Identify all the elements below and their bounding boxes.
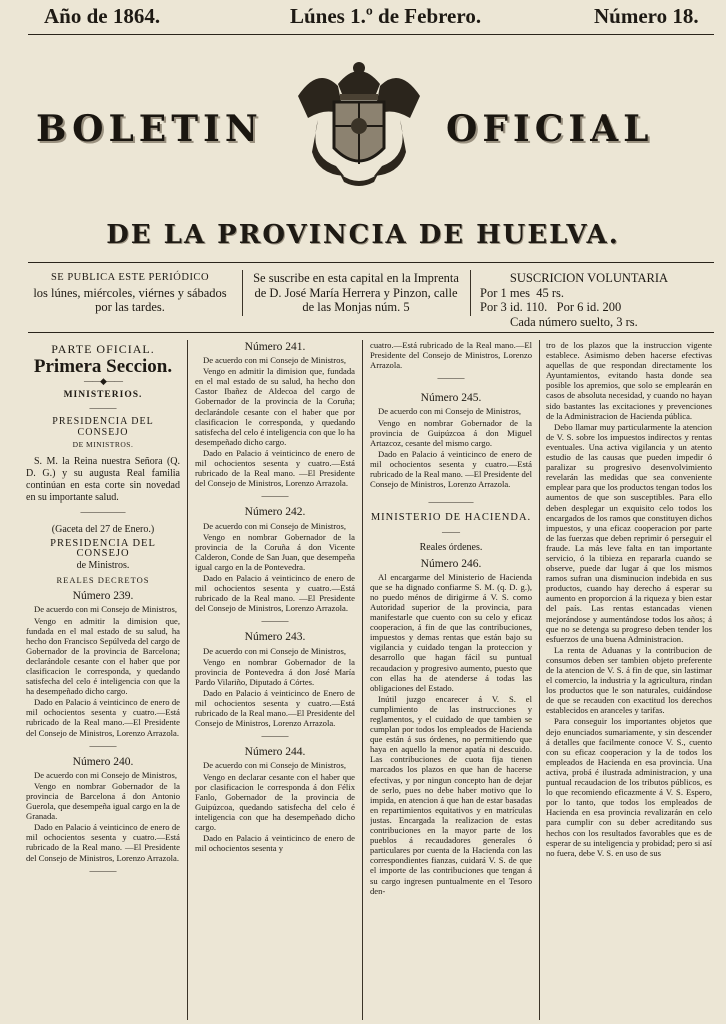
decree-243-body: Vengo en nombrar Gobernador de la provincia de Pontevedra á don José María Pardo Vilariño, Diputado á Córtes. xyxy=(195,656,355,687)
decree-240-signature: Dado en Palacio á veinticinco de enero de mil ochocientos sesenta y cuatro.—Está rubricado de la Real mano. —El Presidente del Consejo de Ministros, Lorenzo Arrazola. xyxy=(26,822,180,863)
decree-241-body: Vengo en admitir la dimision que, fundada en el mal estado de su salud, ha hecho don Castor Ibañez de Aldecoa del cargo de Gobernador de la provincia de la Coruña; declarándole cesante con el haber que por clasificacion le corresponda, y quedando satisfecha del celo é inteligencia con que lo ha desempeñado dicho cargo. xyxy=(195,366,355,447)
title-right: OFICIAL xyxy=(446,108,654,150)
decree-240-number: Número 240. xyxy=(72,755,134,768)
decree-239-number: Número 239. xyxy=(72,590,134,603)
info-price-single: Cada número suelto, 3 rs. xyxy=(510,314,638,329)
reales-decretos-heading: REALES DECRETOS xyxy=(56,575,150,586)
info-separator-2 xyxy=(470,270,471,316)
decree-242-number: Número 242. xyxy=(244,506,306,519)
order-246-para4: Debo llamar muy particularmente la atencion de V. S. sobre los impuestos indirectos y rentas eventuales. Una activa vigilancia y un atento estudio de las causas que pueden impedir ó paralizar su progresivo desenvolvimiento revelarán las medidas que sea conveniente emplear para que los productos tengan todos los aumentos de que son susceptibles. Para ello deben desplegar un exquisito celo todos los encargados de los ramos que constituyen dichos impuestos, y una eficaz cooperacion por parte de las fuerzas que deben reprimir ó perseguir el fraude. La más leve falta en tan importante servicio, ó la tibieza en repararla cuando se observe, puede dar lugar á que los mismos ramos sufran una disminucion indebida en sus productos, cuando hay derecho á esperar su aumento en proporcion á la riqueza y bien estar del país. Las rentas estancadas vienen mejorándose y aumentándose todos los años; á que no se detenga su progreso deben tender los esfuerzos de una buena Administracion. xyxy=(546,421,712,644)
info-sub-line2: de D. José María Herrera y Pinzon, calle xyxy=(254,285,458,300)
decree-245-number: Número 245. xyxy=(420,392,482,405)
info-rule xyxy=(28,332,714,333)
decree-245-intro: De acuerdo con mi Consejo de Ministros, xyxy=(378,406,521,417)
decree-242-intro: De acuerdo con mi Consejo de Ministros, xyxy=(203,520,346,531)
decree-242-signature: Dado en Palacio á veinticinco de enero de mil ochocientos sesenta y cuatro.—Está rubricado de la Real mano. —El Presidente del Consejo de Ministros, Lorenzo Arrazola. xyxy=(195,572,355,614)
decree-241-intro: De acuerdo con mi Consejo de Ministros, xyxy=(203,355,346,366)
de-ministros-subheading: DE MINISTROS. xyxy=(72,439,134,449)
parte-oficial-heading: PARTE OFICIAL. xyxy=(51,342,155,356)
decree-244-signature: Dado en Palacio á veinticinco de enero de mil ochocientos sesenta y xyxy=(195,833,355,854)
separator-line: ——— xyxy=(261,616,289,627)
info-price-3months: Por 3 id. 110. xyxy=(480,300,548,314)
decree-243-number: Número 243. xyxy=(244,631,306,644)
short-rule: —— xyxy=(442,527,460,538)
subtitle: DE LA PROVINCIA DE HUELVA. xyxy=(106,220,620,250)
separator-line: ————— xyxy=(428,497,474,508)
column-2 xyxy=(195,340,355,1020)
ornament-divider: ——◆—— xyxy=(84,376,122,387)
decree-245-body: Vengo en nombrar Gobernador de la provincia de Guipúzcoa á don Miguel Artazcoz, cesante del mismo cargo. xyxy=(370,417,532,448)
info-price-6months: Por 6 id. 200 xyxy=(556,300,622,314)
gaceta-citation: (Gaceta del 27 de Enero.) xyxy=(51,523,155,535)
presidencia-heading-2: PRESIDENCIA DEL CONSEJO xyxy=(50,537,156,560)
info-price-month: 45 rs. xyxy=(536,285,565,300)
coat-of-arms-emblem xyxy=(288,56,430,190)
separator-line: ——— xyxy=(89,865,117,876)
subtitle-rule xyxy=(28,262,714,263)
column-separator-2 xyxy=(362,340,363,1020)
order-246-para5: La renta de Aduanas y la contribucion de consumos deben ser tambien objeto preferente de la atencion de V. S. á fin de que, sin lastimar el comercio, la industria y la agricultura, rindan los productos que le son naturales, cuidándose de que se recauden con exactitud los derechos establecidos en aranceles y tarifas. xyxy=(546,644,712,716)
info-price-month-label: Por 1 mes xyxy=(480,285,530,300)
separator-line: ——— xyxy=(89,740,117,751)
info-pub-line1: SE PUBLICA ESTE PERIÓDICO xyxy=(50,272,210,283)
info-prices-title: SUSCRICION VOLUNTARIA xyxy=(509,271,669,285)
info-separator-1 xyxy=(242,270,243,316)
column-separator-1 xyxy=(187,340,188,1020)
decree-242-body: Vengo en nombrar Gobernador de la provincia de la Coruña á don Vicente Calderon, Conde de San Juan, que desempeña igual cargo en la de Pontevedra. xyxy=(195,531,355,572)
reales-ordenes-heading: Reales órdenes. xyxy=(419,541,483,553)
info-prices xyxy=(476,271,702,329)
title-left: BOLETIN xyxy=(36,108,263,150)
masthead-topline xyxy=(0,4,726,30)
decree-241-number: Número 241. xyxy=(244,341,306,353)
royal-health-notice: S. M. la Reina nuestra Señora (Q. D. G.) y su augusta Real familia continúan en esta corte sin novedad en su importante salud. xyxy=(26,455,180,503)
decree-244-number: Número 244. xyxy=(244,746,306,759)
info-sub-line1: Se suscribe en esta capital en la Imprenta xyxy=(253,271,459,285)
decree-239-signature: Dado en Palacio á veinticinco de enero de mil ochocientos sesenta y cuatro.—Está rubricado de la Real mano.—El Presidente del Consejo de Ministros, Lorenzo Arrazola. xyxy=(26,697,180,738)
order-246-para3: tro de los plazos que la instruccion vigente establece. Asimismo deben hacerse efectivas aquellas de que respondan directamente los Ayuntamientos, evitando hasta donde sea posible los apremios, que solo se emplearán en casos de absoluta necesidad, y cuando no hayan sido bastantes las excitaciones y prevenciones de la Administracion de Hacienda pública. xyxy=(546,340,712,421)
info-publication xyxy=(22,271,238,315)
info-pub-line2: los lúnes, miércoles, viérnes y sábados xyxy=(33,285,227,300)
order-246-para6: Para conseguir los importantes objetos que dejo enunciados sumariamente, y sin descender á detalles que facilmente conoce V. S., cuento con su eficaz cooperacion y la de todos los empleados de Hacienda en esa provincia. Una activa, probá é ilustrada administracion, y una puntual recaudacion de los tributos públicos, es lo que recomiendo eficazmente á V. S. Espero, por lo tanto, que todos los empleados de Hacienda en esa provincia revalizarán en celo para cumplir con su deber acreditando sus hechos con los resultados favorables que es de esperar de su inteligencia y probidad; pero si así no fuera, debe V. S. en uso de sus xyxy=(546,716,712,858)
order-246-number: Número 246. xyxy=(420,557,482,570)
info-pub-line3: por las tardes. xyxy=(95,300,165,314)
column-3 xyxy=(370,340,532,1020)
decree-243-intro: De acuerdo con mi Consejo de Ministros, xyxy=(203,645,346,656)
separator-line: ——— xyxy=(261,491,289,502)
issue-year: Año de 1864. xyxy=(44,4,161,28)
order-246-para1: Al encargarme del Ministerio de Hacienda que se ha dignado confiarme S. M. (q. D. g.), no puedo ménos de dirigirme á V. S. como Autoridad superior de la provincia, para manifestarle que cuento con su celo y eficaz cooperacion, á fin de que las contribuciones, impuestos y demas rentas que están bajo su vigilancia y cuidado tengan la proteccion y desarrollo que hagan fácil su puntual recaudacion y progresivo aumento, puesto que con ellas ha de atenderse á todas las obligaciones del Estado. xyxy=(370,571,532,693)
decree-239-body: Vengo en admitir la dimision que, fundada en el mal estado de su salud, ha hecho don Francisco Sepúlveda del cargo de Gobernador de la provincia de Barcelona; declarándole cesante con el haber que por clasificacion le corresponda, y quedando satisfecha del celo é inteligencia con que la ha desempeñado dicho cargo. xyxy=(26,615,180,697)
decree-240-intro: De acuerdo con mi Consejo de Ministros, xyxy=(34,769,177,780)
short-rule: ——— xyxy=(89,403,117,414)
decree-241-signature: Dado en Palacio á veinticinco de enero de mil ochocientos sesenta y cuatro.—Está rubricado de la Real mano. —El Presidente del Consejo de Ministros, Lorenzo Arrazola. xyxy=(195,447,355,489)
de-ministros-subheading-2: de Ministros. xyxy=(76,560,130,572)
issue-date: Lúnes 1.º de Febrero. xyxy=(290,4,482,28)
issue-number: Número 18. xyxy=(594,4,699,28)
info-subscription xyxy=(246,271,466,315)
separator-line: ——— xyxy=(437,373,465,384)
top-rule xyxy=(28,34,714,35)
presidencia-heading: PRESIDENCIA DEL CONSEJO xyxy=(52,416,154,438)
column-separator-3 xyxy=(539,340,540,1020)
decree-243-signature: Dado en Palacio á veinticinco de Enero de mil ochocientos sesenta y cuatro.—Está rubricado de la Real mano.—El Presidente del Consejo de Ministros, Lorenzo Arrazola. xyxy=(195,687,355,729)
separator-line: ————— xyxy=(80,506,126,517)
decree-240-body: Vengo en nombrar Gobernador de la provincia de Barcelona á don Antonio Guerola, que desempeña igual cargo en la de Granada. xyxy=(26,780,180,822)
info-sub-line3: de las Monjas núm. 5 xyxy=(302,300,410,314)
column-1 xyxy=(26,340,180,1020)
column-4 xyxy=(546,340,712,1020)
ministerios-heading: MINISTERIOS. xyxy=(63,390,143,401)
decree-239-intro: De acuerdo con mi Consejo de Ministros, xyxy=(34,604,177,615)
order-246-para2: Inútil juzgo encarecer á V. S. el cumplimiento de las instrucciones y reglamentos, y el cuidado de que tambien se cumplan por todos los empleados de Hacienda que están á sus órdenes, no permitiendo que haya en aquello la menor apatía ni descuido. Las contribuciones de cuota fija tienen marcados los plazos en que han de hacerse efectivas, y por ningun concepto han de dejar de serlo, pues no debe haber motivo que lo impida, en atencion á que han de estar basadas en repartimientos equitativos y en matrículas justas. Encargada la realizacion de estas contribuciones en la mayor parte de los pueblos á recaudadores generales ó particulares por cuenta de la Hacienda con las correspondientes fianzas, cuidará V. S. de que el importe de las contribuciones que tengan á su cargo ingresen puntualmente en el Tesoro den- xyxy=(370,693,532,896)
decree-245-signature: Dado en Palacio á veinticinco de enero de mil ochocientos sesenta y cuatro.—Está rubricado de la Real mano. —El Presidente del Consejo de Ministros, Lorenzo Arrazola. xyxy=(370,448,532,490)
decree-244-intro: De acuerdo con mi Consejo de Ministros, xyxy=(203,760,346,771)
decree-244-body: Vengo en declarar cesante con el haber que por clasificacion le corresponda á don Félix Fanlo, Gobernador de la provincia de Guipúzcoa, quedando satisfecha del celo é inteligencia con que ha desempeñado dicho cargo. xyxy=(195,771,355,833)
decree-244-continued: cuatro.—Está rubricado de la Real mano.—El Presidente del Consejo de Ministros, Lorenzo Arrazola. xyxy=(370,340,532,371)
primera-seccion-heading: Primera Seccion. xyxy=(33,356,173,378)
ministerio-hacienda-heading: MINISTERIO DE HACIENDA. xyxy=(370,512,532,524)
separator-line: ——— xyxy=(261,731,289,742)
